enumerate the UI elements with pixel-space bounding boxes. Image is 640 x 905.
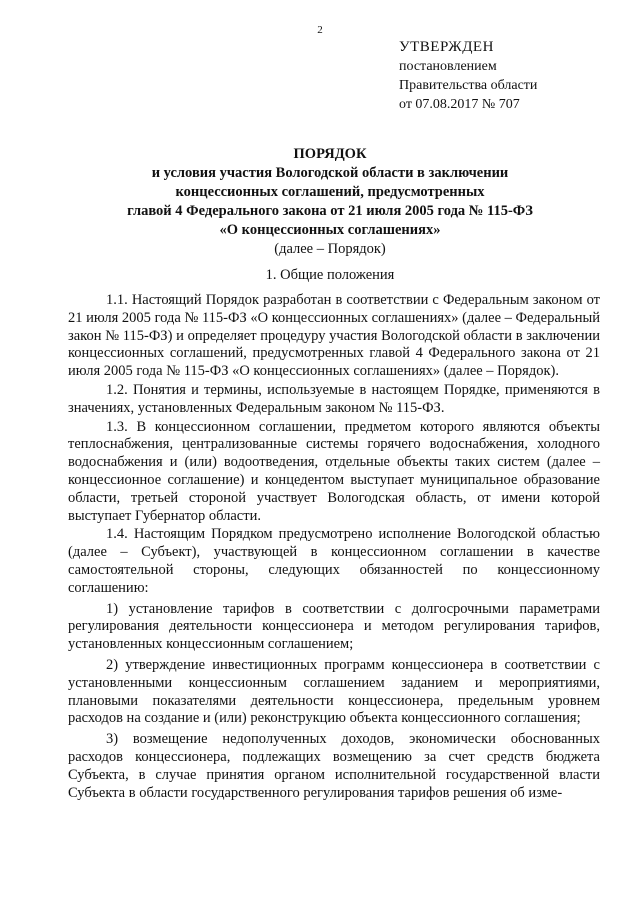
paragraph-1-4: 1.4. Настоящим Порядком предусмотрено исполнение Вологодской областью (далее – Субъект), участвующей в концессионном соглашении в качестве самостоятельной стороны, следующих обязанностей по концессионному соглашению: <box>68 526 600 596</box>
approval-line-2: Правительства области <box>399 78 538 93</box>
title-line-1: и условия участия Вологодской области в заключении <box>151 165 509 181</box>
title-line-4: «О концессионных соглашениях» <box>219 222 441 238</box>
page-number: 2 <box>317 24 323 36</box>
title-line-5: (далее – Порядок) <box>274 241 386 257</box>
document-body <box>68 292 600 803</box>
title-line-3: главой 4 Федерального закона от 21 июля 2005 года № 115-ФЗ <box>127 203 533 219</box>
paragraph-1-2: 1.2. Понятия и термины, используемые в настоящем Порядке, применяются в значениях, установленных Федеральным законом № 115-ФЗ. <box>68 381 600 416</box>
title-heading: ПОРЯДОК <box>293 146 367 162</box>
approval-line-1: постановлением <box>399 59 497 74</box>
approval-stamp <box>399 38 537 114</box>
list-item-1: 1) установление тарифов в соответствии с долгосрочными параметрами регулирования деятельности концессионера и методом регулирования тарифов, установленных концессионным соглашением; <box>68 600 600 653</box>
list-item-3: 3) возмещение недополученных доходов, экономически обоснованных расходов концессионера, подлежащих возмещению за счет средств бюджета Субъекта, в случае принятия органом исполнительной государственной власти Субъекта в области государственного регулирования тарифов решения об изме- <box>68 731 600 801</box>
section-heading: 1. Общие положения <box>265 267 395 283</box>
approval-title: УТВЕРЖДЕН <box>399 39 494 55</box>
approval-line-3: от 07.08.2017 № 707 <box>399 97 520 112</box>
document-title <box>70 145 590 259</box>
list-item-2: 2) утверждение инвестиционных программ концессионера в соответствии с установленными концессионным соглашением заданием и мероприятиями, плановыми показателями деятельности концессионера, предельным уровнем расходов на создание и (или) реконструкцию объекта концессионного соглашения; <box>68 656 600 727</box>
paragraph-1-3: 1.3. В концессионном соглашении, предметом которого являются объекты теплоснабжения, централизованные системы горячего водоснабжения, холодного водоснабжения и (или) водоотведения, отдельные объекты таких систем (далее – концессионное соглашение) и концедентом выступает муниципальное образование области, третьей стороной участвует Вологодская область, от имени которой выступает Губернатор области. <box>68 418 600 524</box>
title-line-2: концессионных соглашений, предусмотренных <box>175 184 485 200</box>
paragraph-1-1: 1.1. Настоящий Порядок разработан в соответствии с Федеральным законом от 21 июля 2005 года № 115-ФЗ «О концессионных соглашениях» (далее – Федеральный закон № 115-ФЗ) и определяет процедуру участия Вологодской области в заключении концессионных соглашений, предусмотренных главой 4 Федерального закона от 21 июля 2005 года № 115-ФЗ «О концессионных соглашениях» (далее – Порядок). <box>68 292 600 380</box>
